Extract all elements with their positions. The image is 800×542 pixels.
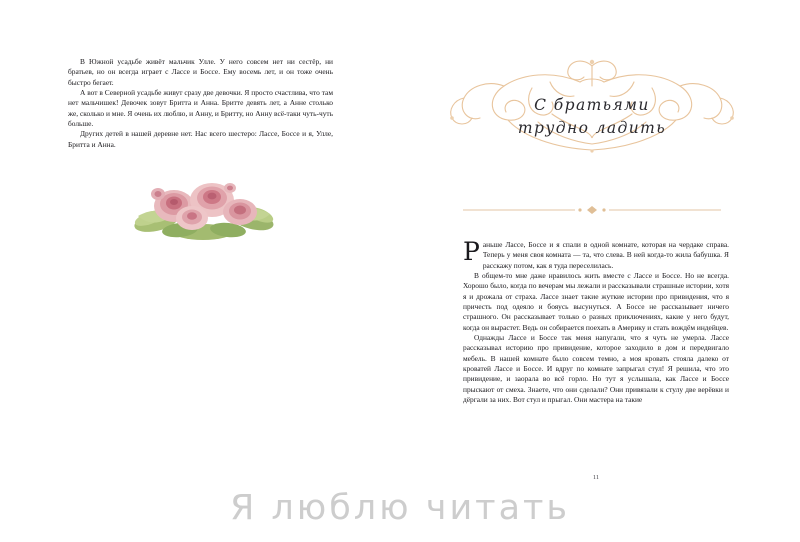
paragraph: Других детей в нашей деревне нет. Нас всего шестеро: Лассе, Боссе и я, Улле, Бритта и Анна. [68, 129, 333, 149]
watermark: Я люблю читать [229, 488, 571, 528]
chapter-title-line-1: С братьями [534, 96, 650, 114]
chapter-title-line-2: трудно ладить [517, 118, 667, 137]
paragraph: В Южной усадьбе живёт мальчик Улле. У него совсем нет ни сестёр, ни братьев, но он всегда играет с Лассе и Боссе. Ему восемь лет, и он тоже очень быстро бегает. [68, 57, 333, 87]
left-page-body [68, 57, 333, 150]
paragraph: Однажды Лассе и Боссе так меня напугали, что я чуть не умерла. Лассе рассказывал историю про привидение, которое заходило в дом и передвигало мебель. В нашей комнате было совсем темно, а моя кровать стояла далеко от кроватей Лассе и Боссе. И вдруг по комнате запрыгал стул! Я решила, что это привидение, и заорала во всё горло. Но тут я услышала, как Лассе и Боссе прыскают от смеха. Знаете, что они сделали? Они привязали к стулу две верёвки и дёргали за них. Вот стул и прыгал. Они мастера на такие [463, 333, 729, 405]
chapter-title [446, 95, 738, 139]
paragraph: А вот в Северной усадьбе живут сразу две девочки. Я просто счастлива, что там нет мальчишек! Девочек зовут Бритта и Анна. Бритте девять лет, а Анне столько же, сколько и мне. Я очень их люблю, и Анну, и Бритту, но Анну всё-таки чуть-чуть больше. [68, 88, 333, 129]
right-page [400, 0, 800, 542]
rose-bouquet-illustration [128, 170, 278, 242]
right-page-body [463, 237, 729, 406]
paragraph-text: аньше Лассе, Боссе и я спали в одной комнате, которая на чердаке справа. Теперь у меня своя комната — та, что слева. В ней когда-то жила бабушка. Я расскажу потом, как я туда переселилась. [482, 240, 729, 270]
dropcap: Р [463, 237, 480, 266]
page-number: 11 [592, 474, 600, 481]
diamond-rule-divider [463, 202, 721, 212]
paragraph: В общем-то мне даже нравилось жить вместе с Лассе и Боссе. Но не всегда. Хорошо было, когда по вечерам мы лежали и рассказывали страшные истории, хотя я и дрожала от страха. Лассе знает такие жуткие истории про привидения, что я причесть под одеяло и бояусь высунуться. А Боссе не рассказывает ничего страшного. Он рассказывает только о разных приключениях, какие у него будут, когда он вырастет. Ведь он собирается поехать в Америку и стать вождём индейцев. [463, 271, 729, 332]
paragraph-with-dropcap [463, 237, 729, 271]
